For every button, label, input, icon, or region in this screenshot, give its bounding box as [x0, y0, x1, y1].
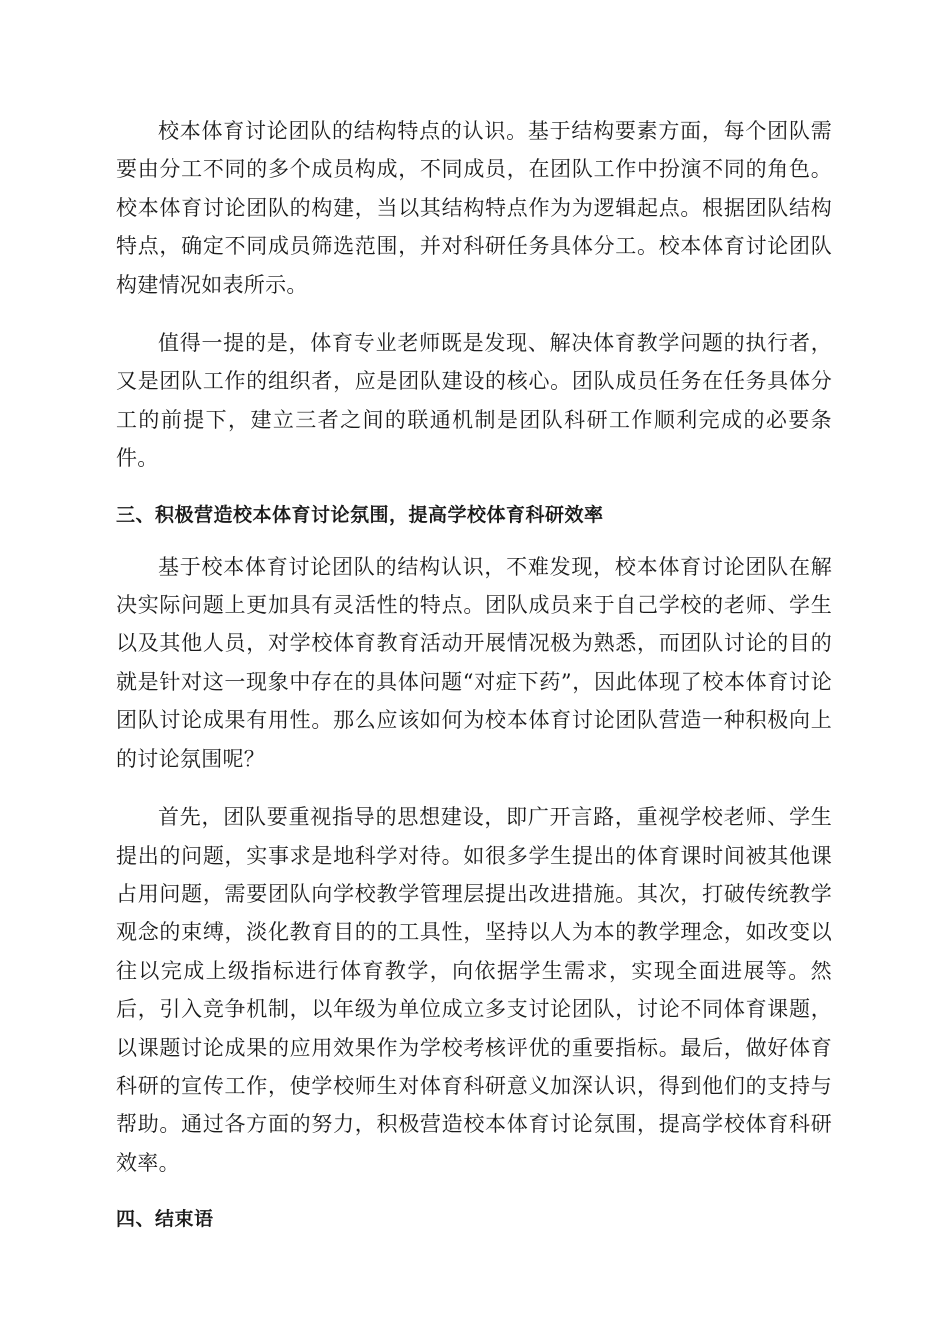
document-page — [116, 112, 832, 1238]
body-paragraph: 值得一提的是，体育专业老师既是发现、解决体育教学问题的执行者，又是团队工作的组织者，应是团队建设的核心。团队成员任务在任务具体分工的前提下，建立三者之间的联通机制是团队科研工作顺利完成的必要条件。 — [116, 331, 832, 471]
body-paragraph: 首先，团队要重视指导的思想建设，即广开言路，重视学校老师、学生提出的问题，实事求是地科学对待。如很多学生提出的体育课时间被其他课占用问题，需要团队向学校教学管理层提出改进措施。其次，打破传统教学观念的束缚，淡化教育目的的工具性，坚持以人为本的教学理念，如改变以往以完成上级指标进行体育教学，向依据学生需求，实现全面进展等。然后，引入竞争机制，以年级为单位成立多支讨论团队，讨论不同体育课题，以课题讨论成果的应用效果作为学校考核评优的重要指标。最后，做好体育科研的宣传工作，使学校师生对体育科研意义加深认识，得到他们的支持与帮助。通过各方面的努力，积极营造校本体育讨论氛围，提高学校体育科研效率。 — [116, 805, 832, 1175]
body-paragraph: 基于校本体育讨论团队的结构认识，不难发现，校本体育讨论团队在解决实际问题上更加具有灵活性的特点。团队成员来于自己学校的老师、学生以及其他人员，对学校体育教育活动开展情况极为熟悉，而团队讨论的目的就是针对这一现象中存在的具体问题“对症下药”，因此体现了校本体育讨论团队讨论成果有用性。那么应该如何为校本体育讨论团队营造一种积极向上的讨论氛围呢？ — [116, 554, 832, 771]
body-paragraph: 校本体育讨论团队的结构特点的认识。基于结构要素方面，每个团队需要由分工不同的多个成员构成，不同成员，在团队工作中扮演不同的角色。校本体育讨论团队的构建，当以其结构特点作为为逻辑起点。根据团队结构特点，确定不同成员筛选范围，并对科研任务具体分工。校本体育讨论团队构建情况如表所示。 — [116, 119, 832, 297]
section-heading: 四、结束语 — [116, 1208, 214, 1231]
section-heading: 三、积极营造校本体育讨论氛围，提高学校体育科研效率 — [116, 503, 604, 526]
